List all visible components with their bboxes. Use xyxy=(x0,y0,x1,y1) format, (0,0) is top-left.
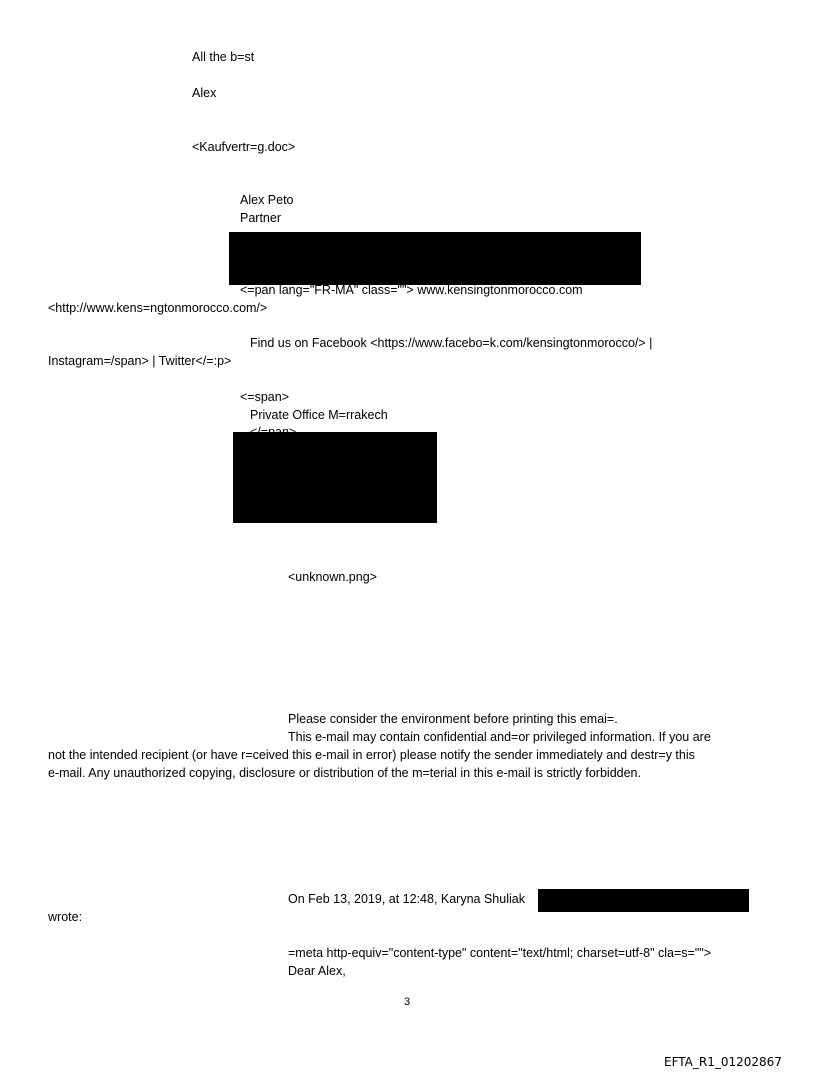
signature-role: Partner xyxy=(240,211,281,225)
image-placeholder: <unknown.png> xyxy=(288,570,377,584)
redaction-box xyxy=(229,232,641,285)
page-number: 3 xyxy=(404,996,411,1008)
disclaimer-line2: not the intended recipient (or have r=ceived this e-mail in error) please notify the sender immediately and destr=y this xyxy=(48,748,695,762)
office-location: Private Office M=rrakech xyxy=(250,408,388,422)
social-links-line2: Instagram=/span> | Twitter</=:p> xyxy=(48,354,232,368)
reply-header-wrote: wrote: xyxy=(48,910,83,924)
document-id: EFTA_R1_01202867 xyxy=(664,1055,782,1069)
sender-first-name: Alex xyxy=(192,86,217,100)
web-link-line1: <=pan lang="FR-MA" class=""> www.kensingtonmorocco.com xyxy=(240,283,583,297)
greeting: Dear Alex, xyxy=(288,964,346,978)
meta-tag-line: =meta http-equiv="content-type" content="text/html; charset=utf-8" cla=s=""> xyxy=(288,946,712,960)
attachment-name: <Kaufvertr=g.doc> xyxy=(192,140,296,154)
environment-notice: Please consider the environment before printing this emai=. xyxy=(288,712,618,726)
reply-header-intro: On Feb 13, 2019, at 12:48, Karyna Shuliak xyxy=(288,892,525,906)
social-links-line1: Find us on Facebook <https://www.facebo=k.com/kensingtonmorocco/> | xyxy=(250,336,653,350)
email-closing: All the b=st xyxy=(192,50,255,64)
signature-name: Alex Peto xyxy=(240,193,294,207)
redaction-box xyxy=(538,889,749,912)
disclaimer-line3: e-mail. Any unauthorized copying, disclosure or distribution of the m=terial in this e-mail is strictly forbidden. xyxy=(48,766,641,780)
disclaimer-line1: This e-mail may contain confidential and=or privileged information. If you are xyxy=(288,730,711,744)
redaction-box xyxy=(233,432,437,523)
web-link-line2: <http://www.kens=ngtonmorocco.com/> xyxy=(48,301,268,315)
span-open-tag: <=span> xyxy=(240,390,290,404)
